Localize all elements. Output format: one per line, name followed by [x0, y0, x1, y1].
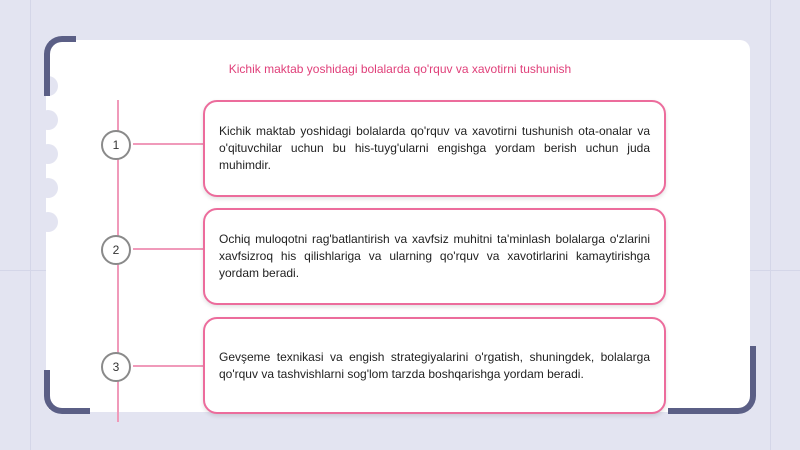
step-number-circle: [101, 235, 131, 265]
step-box: [203, 208, 666, 305]
step-text: Ochiq muloqotni rag'batlantirish va xavfsiz muhitni ta'minlash bolalarga o'zlarini xavfsizroq his qilishlariga va ularning qo'rquv va xavotirlarini kamaytirishga yordam beradi.: [219, 232, 650, 280]
step-box: [203, 100, 666, 197]
step-box: [203, 317, 666, 414]
step-number: 2: [112, 243, 120, 257]
step-number: 1: [112, 138, 120, 152]
step-number: 3: [112, 360, 120, 374]
frame-corner-bottom-right: [668, 346, 756, 414]
slide-title: Kichik maktab yoshidagi bolalarda qo'rquv va xavotirni tushunish: [228, 62, 572, 76]
step-text: Kichik maktab yoshidagi bolalarda qo'rquv va xavotirni tushunish ota-onalar va o'qituvchilar uchun bu his-tuyg'ularni engishga yordam berish uchun juda muhimdir.: [219, 124, 650, 172]
step-connector: [133, 143, 203, 145]
step-number-circle: [101, 352, 131, 382]
card-notch: [38, 144, 58, 164]
card-notch: [38, 212, 58, 232]
step-text: Gevşeme texnikasi va engish strategiyalarini o'rgatish, shuningdek, bolalarga qo'rquv va tashvishlarni sog'lom tarzda boshqarishga yordam beradi.: [219, 349, 650, 381]
step-connector: [133, 248, 203, 250]
step-number-circle: [101, 130, 131, 160]
frame-corner-bottom-left: [44, 370, 90, 414]
card-notch: [38, 178, 58, 198]
step-connector: [133, 365, 203, 367]
card-notch: [38, 110, 58, 130]
